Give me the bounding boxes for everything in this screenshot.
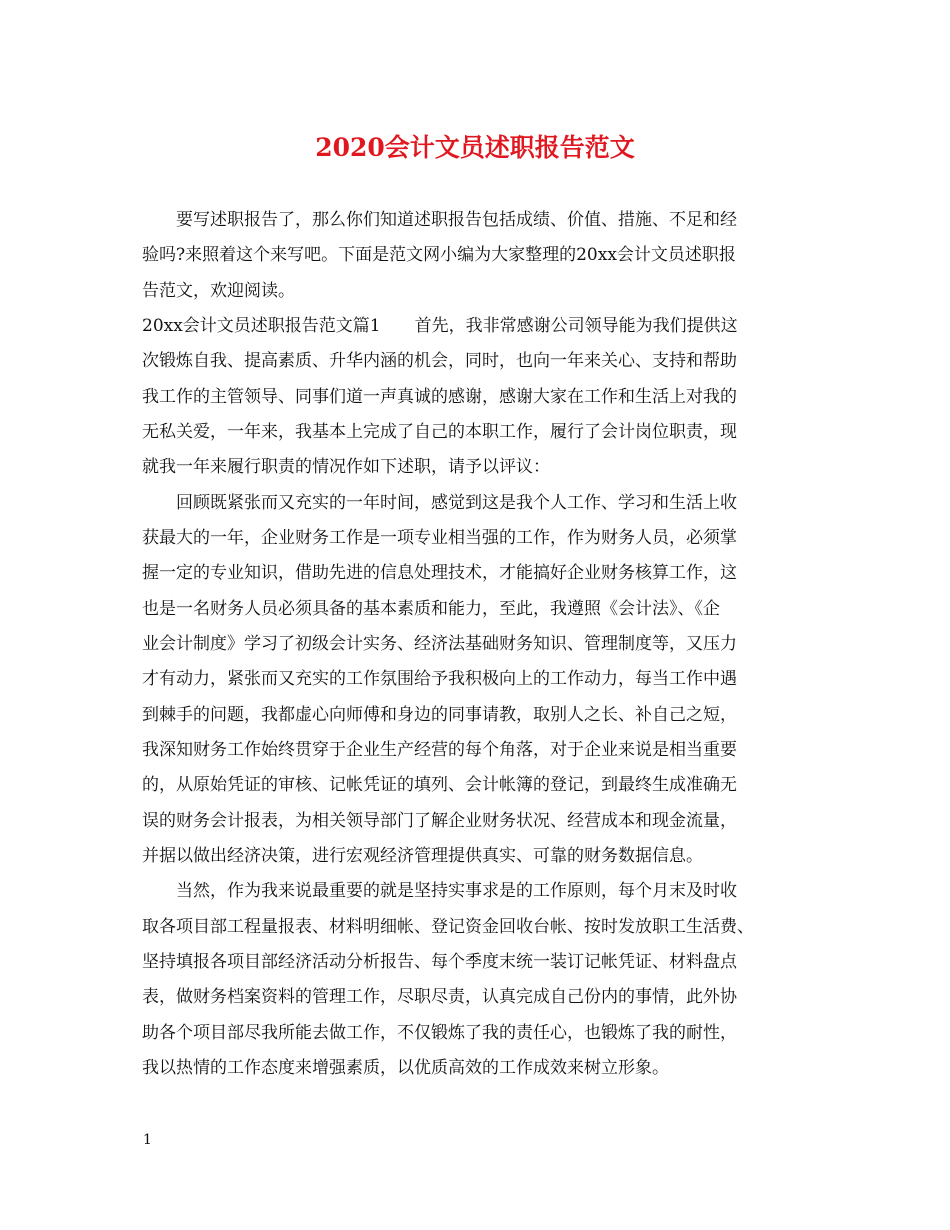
body-line: 回顾既紧张而又充实的一年时间，感觉到这是我个人工作、学习和生活上收 bbox=[142, 493, 737, 513]
page-number: 1 bbox=[143, 1132, 152, 1148]
body-line: 就我一年来履行职责的情况作如下述职，请予以评议： bbox=[142, 457, 550, 477]
body-line: 也是一名财务人员必须具备的基本素质和能力，至此，我遵照《会计法》、《企 bbox=[142, 599, 720, 619]
body-line: 无私关爱，一年来，我基本上完成了自己的本职工作，履行了会计岗位职责，现 bbox=[142, 422, 737, 442]
body-line: 获最大的一年，企业财务工作是一项专业相当强的工作，作为财务人员，必须掌 bbox=[142, 528, 737, 548]
body-line: 要写述职报告了，那么你们知道述职报告包括成绩、价值、措施、不足和经 bbox=[142, 210, 737, 230]
body-line: 20xx会计文员述职报告范文篇1 首先，我非常感谢公司领导能为我们提供这 bbox=[142, 316, 738, 336]
body-line: 并据以做出经济决策，进行宏观经济管理提供真实、可靠的财务数据信息。 bbox=[142, 846, 703, 866]
body-line: 当然，作为我来说最重要的就是坚持实事求是的工作原则，每个月末及时收 bbox=[142, 881, 737, 901]
body-line: 的，从原始凭证的审核、记帐凭证的填列、会计帐簿的登记，到最终生成准确无 bbox=[142, 775, 737, 795]
body-line: 业会计制度》学习了初级会计实务、经济法基础财务知识、管理制度等，又压力 bbox=[142, 634, 737, 654]
body-line: 表，做财务档案资料的管理工作，尽职尽责，认真完成自己份内的事情，此外协 bbox=[142, 987, 737, 1007]
body-line: 到棘手的问题，我都虚心向师傅和身边的同事请教，取别人之长、补自己之短， bbox=[142, 705, 737, 725]
body-line: 我以热情的工作态度来增强素质，以优质高效的工作成效来树立形象。 bbox=[142, 1058, 669, 1078]
body-line: 握一定的专业知识，借助先进的信息处理技术，才能搞好企业财务核算工作，这 bbox=[142, 563, 737, 583]
body-line: 告范文，欢迎阅读。 bbox=[142, 281, 295, 301]
body-line: 验吗?来照着这个来写吧。下面是范文网小编为大家整理的20xx会计文员述职报 bbox=[142, 245, 736, 265]
body-line: 我工作的主管领导、同事们道一声真诚的感谢，感谢大家在工作和生活上对我的 bbox=[142, 387, 737, 407]
body-line: 误的财务会计报表，为相关领导部门了解企业财务状况、经营成本和现金流量， bbox=[142, 811, 737, 831]
body-line: 才有动力，紧张而又充实的工作氛围给予我积极向上的工作动力，每当工作中遇 bbox=[142, 669, 737, 689]
document-title: 2020会计文员述职报告范文 bbox=[315, 133, 635, 162]
body-line: 次锻炼自我、提高素质、升华内涵的机会，同时，也向一年来关心、支持和帮助 bbox=[142, 351, 737, 371]
body-line: 取各项目部工程量报表、材料明细帐、登记资金回收台帐、按时发放职工生活费、 bbox=[142, 917, 754, 937]
body-line: 助各个项目部尽我所能去做工作，不仅锻炼了我的责任心，也锻炼了我的耐性， bbox=[142, 1023, 737, 1043]
body-line: 坚持填报各项目部经济活动分析报告、每个季度末统一装订记帐凭证、材料盘点 bbox=[142, 952, 737, 972]
body-line: 我深知财务工作始终贯穿于企业生产经营的每个角落，对于企业来说是相当重要 bbox=[142, 740, 737, 760]
